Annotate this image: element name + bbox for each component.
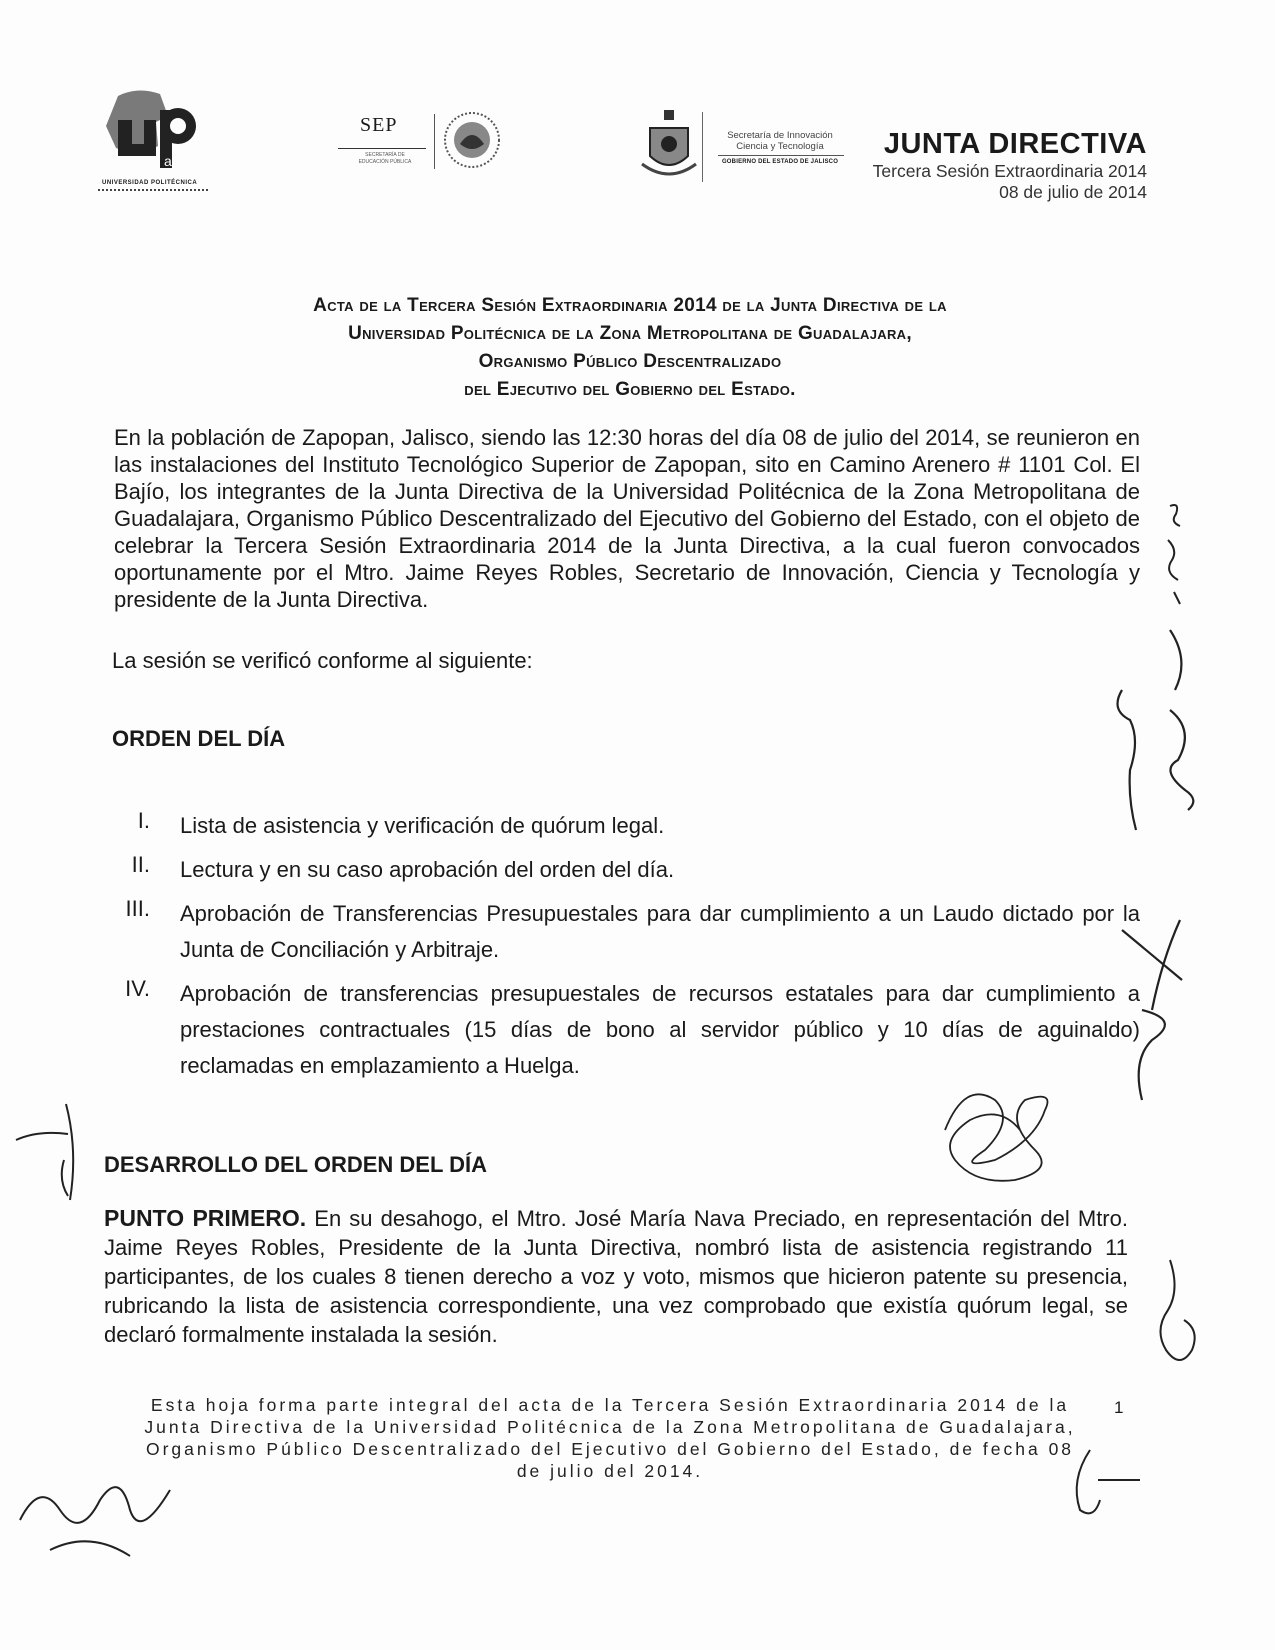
sicyt-logo-divider	[702, 112, 703, 182]
left-margin-signature	[8, 1100, 88, 1210]
up-logo-icon	[98, 86, 208, 181]
sep-logo-divider	[434, 114, 435, 169]
sicyt-logo-name	[710, 130, 850, 152]
jalisco-shield-icon	[640, 108, 698, 186]
bottom-right-initial	[1060, 1440, 1150, 1530]
sep-logo-text: SEP	[360, 114, 398, 136]
university-logo	[98, 86, 208, 206]
sicyt-logo-government: GOBIERNO DEL ESTADO DE JALISCO	[721, 159, 839, 165]
university-logo-subline	[98, 189, 208, 193]
margin-initials-signature	[1150, 500, 1210, 630]
agenda-item-text: Lectura y en su caso aprobación del orden del día.	[180, 857, 675, 882]
acta-title-line-4: del Ejecutivo del Gobierno del Estado.	[464, 379, 796, 400]
desarrollo-heading: DESARROLLO DEL ORDEN DEL DÍA	[104, 1152, 487, 1177]
agenda-item-text: Lista de asistencia y verificación de quórum legal.	[180, 813, 665, 838]
mexico-seal-icon	[442, 108, 502, 172]
agenda-item	[110, 976, 1140, 1084]
agenda-item	[110, 808, 1140, 844]
sicyt-logo-line2: Ciencia y Tecnología	[736, 141, 824, 152]
agenda-item	[110, 896, 1140, 968]
sicyt-logo-line1: Secretaría de Innovación	[727, 130, 833, 141]
sep-logo	[330, 108, 510, 178]
sicyt-logo	[640, 108, 850, 188]
university-logo-text: UNIVERSIDAD POLITÉCNICA	[102, 180, 198, 186]
agenda-item-number: III.	[125, 896, 150, 921]
sicyt-logo-rule	[718, 155, 844, 156]
agenda-item	[110, 852, 1140, 888]
punto-primero-paragraph	[104, 1204, 1128, 1349]
bottom-left-signature	[10, 1460, 180, 1570]
acta-title-line-1: Acta de la Tercera Sesión Extraordinaria 2014 de la Junta Directiva de la	[313, 295, 947, 316]
margin-signature-1	[1100, 620, 1210, 840]
session-line: La sesión se verificó conforme al siguiente:	[112, 648, 533, 673]
orden-del-dia-heading: ORDEN DEL DÍA	[112, 726, 286, 751]
agenda-item-text: Aprobación de transferencias presupuestales de recursos estatales para dar cumplimiento a prestaciones contractuales (15 días de bono al servidor público y 10 días de aguinaldo) reclamadas en emplazamiento a Huelga.	[180, 981, 1140, 1078]
intro-paragraph: En la población de Zapopan, Jalisco, siendo las 12:30 horas del día 08 de julio del 2014, se reunieron en las instalaciones del Instituto Tecnológico Superior de Zapopan, sito en Camino Arenero # 1101 Col. El Bajío, los integrantes de la Junta Directiva de la Universidad Politécnica de la Zona Metropolitana de Guadalajara, Organismo Público Descentralizado del Ejecutivo del Gobierno del Estado, con el objeto de celebrar la Tercera Sesión Extraordinaria 2014 de la Junta Directiva, a la cual fueron convocados oportunamente por el Mtro. Jaime Reyes Robles, Secretario de Innovación, Ciencia y Tecnología y presidente de la Junta Directiva.	[114, 425, 1140, 612]
header-date: 08 de julio de 2014	[999, 182, 1147, 202]
acta-title-line-2: Universidad Politécnica de la Zona Metropolitana de Guadalajara,	[348, 323, 912, 344]
agenda-item-number: I.	[137, 808, 150, 833]
agenda-list	[110, 808, 1140, 1092]
agenda-item-text: Aprobación de Transferencias Presupuestales para dar cumplimiento a un Laudo dictado por la Junta de Conciliación y Arbitraje.	[180, 901, 1140, 962]
sep-logo-rule	[338, 148, 426, 149]
document-header	[873, 128, 1147, 203]
agenda-item-number: II.	[131, 852, 150, 877]
margin-signature-3	[1140, 1250, 1210, 1380]
svg-text:al: al	[164, 153, 175, 169]
header-title: JUNTA DIRECTIVA	[883, 128, 1147, 160]
header-subtitle: Tercera Sesión Extraordinaria 2014	[872, 161, 1147, 181]
footer-note: Esta hoja forma parte integral del acta de la Tercera Sesión Extraordinaria 2014 de la Junta Directiva de la Universidad Politécnica de la Zona Metropolitana de Guadalajara, Organismo Público Descentralizado del Ejecutivo del Gobierno del Estado, de fecha 08 de julio del 2014.	[144, 1395, 1076, 1481]
acta-title-line-3: Organismo Público Descentralizado	[478, 351, 782, 372]
president-signature	[925, 1070, 1075, 1190]
punto-primero-text: En su desahogo, el Mtro. José María Nava Preciado, en representación del Mtro. Jaime Reyes Robles, Presidente de la Junta Directiva, nombró lista de asistencia registrando 11 participantes, de los cuales 8 tienen derecho a voz y voto, mismos que hicieron patente su presencia, rubricando la lista de asistencia correspondiente, una vez comprobado que existía quórum legal, se declaró formalmente instalada la sesión.	[104, 1206, 1128, 1347]
page-number: 1	[1114, 1398, 1124, 1417]
sep-logo-subtitle: SECRETARÍA DE EDUCACIÓN PÚBLICA	[358, 152, 412, 165]
agenda-item-number: IV.	[125, 976, 150, 1001]
margin-signature-2	[1112, 910, 1202, 1110]
acta-title	[150, 292, 1110, 404]
punto-primero-label: PUNTO PRIMERO.	[104, 1205, 307, 1231]
